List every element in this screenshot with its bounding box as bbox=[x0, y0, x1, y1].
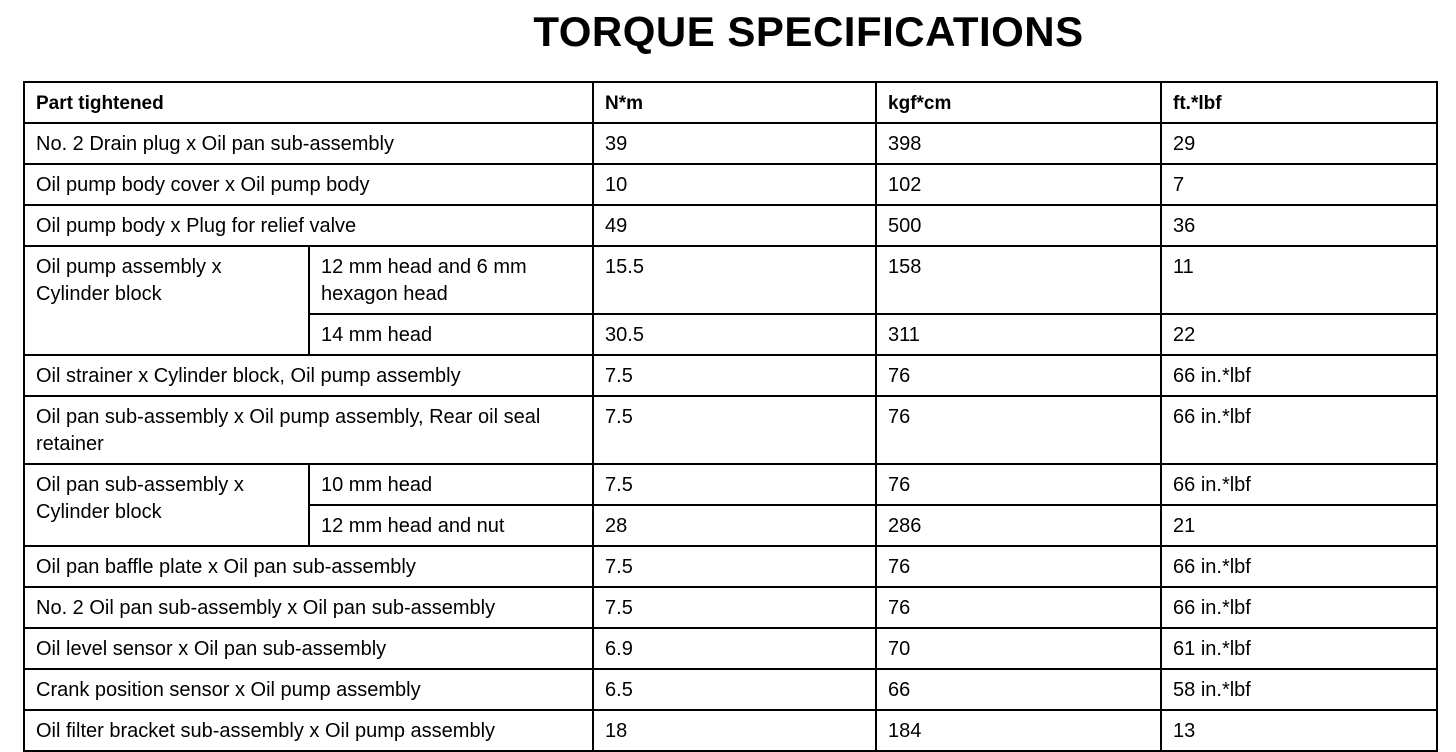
nm-cell: 28 bbox=[593, 505, 876, 546]
kgf-cell: 500 bbox=[876, 205, 1161, 246]
sub-part-cell: 10 mm head bbox=[309, 464, 593, 505]
nm-cell: 7.5 bbox=[593, 355, 876, 396]
sub-part-cell: 14 mm head bbox=[309, 314, 593, 355]
kgf-cell: 398 bbox=[876, 123, 1161, 164]
ft-cell: 61 in.*lbf bbox=[1161, 628, 1437, 669]
nm-cell: 30.5 bbox=[593, 314, 876, 355]
ft-cell: 11 bbox=[1161, 246, 1437, 314]
table-row bbox=[24, 164, 1437, 205]
table-row bbox=[24, 710, 1437, 751]
header-ft-lbf: ft.*lbf bbox=[1161, 82, 1437, 123]
nm-cell: 7.5 bbox=[593, 396, 876, 464]
ft-cell: 66 in.*lbf bbox=[1161, 355, 1437, 396]
kgf-cell: 311 bbox=[876, 314, 1161, 355]
kgf-cell: 158 bbox=[876, 246, 1161, 314]
header-nm: N*m bbox=[593, 82, 876, 123]
kgf-cell: 76 bbox=[876, 464, 1161, 505]
table-row bbox=[24, 355, 1437, 396]
kgf-cell: 66 bbox=[876, 669, 1161, 710]
part-cell: Oil pan baffle plate x Oil pan sub-assembly bbox=[24, 546, 593, 587]
page-title: TORQUE SPECIFICATIONS bbox=[533, 8, 1084, 55]
nm-cell: 15.5 bbox=[593, 246, 876, 314]
ft-cell: 21 bbox=[1161, 505, 1437, 546]
part-cell: Oil filter bracket sub-assembly x Oil pump assembly bbox=[24, 710, 593, 751]
table-row bbox=[24, 587, 1437, 628]
nm-cell: 7.5 bbox=[593, 464, 876, 505]
nm-cell: 7.5 bbox=[593, 546, 876, 587]
header-kgf-cm: kgf*cm bbox=[876, 82, 1161, 123]
ft-cell: 36 bbox=[1161, 205, 1437, 246]
ft-cell: 66 in.*lbf bbox=[1161, 464, 1437, 505]
table-row bbox=[24, 205, 1437, 246]
part-cell: Oil pan sub-assembly x Oil pump assembly, Rear oil seal retainer bbox=[24, 396, 593, 464]
ft-cell: 58 in.*lbf bbox=[1161, 669, 1437, 710]
ft-cell: 7 bbox=[1161, 164, 1437, 205]
part-cell: Oil pump body cover x Oil pump body bbox=[24, 164, 593, 205]
table-header-row bbox=[24, 82, 1437, 123]
nm-cell: 18 bbox=[593, 710, 876, 751]
ft-cell: 66 in.*lbf bbox=[1161, 396, 1437, 464]
nm-cell: 7.5 bbox=[593, 587, 876, 628]
part-cell: Oil pump body x Plug for relief valve bbox=[24, 205, 593, 246]
kgf-cell: 76 bbox=[876, 587, 1161, 628]
part-cell: No. 2 Oil pan sub-assembly x Oil pan sub-assembly bbox=[24, 587, 593, 628]
ft-cell: 66 in.*lbf bbox=[1161, 546, 1437, 587]
part-cell: No. 2 Drain plug x Oil pan sub-assembly bbox=[24, 123, 593, 164]
part-cell: Oil pump assembly x Cylinder block bbox=[24, 246, 309, 355]
torque-spec-table bbox=[23, 81, 1438, 752]
nm-cell: 10 bbox=[593, 164, 876, 205]
kgf-cell: 286 bbox=[876, 505, 1161, 546]
part-cell: Oil strainer x Cylinder block, Oil pump assembly bbox=[24, 355, 593, 396]
table-row bbox=[24, 546, 1437, 587]
kgf-cell: 184 bbox=[876, 710, 1161, 751]
ft-cell: 66 in.*lbf bbox=[1161, 587, 1437, 628]
table-row bbox=[24, 246, 1437, 314]
nm-cell: 6.5 bbox=[593, 669, 876, 710]
part-cell: Crank position sensor x Oil pump assembly bbox=[24, 669, 593, 710]
ft-cell: 22 bbox=[1161, 314, 1437, 355]
ft-cell: 13 bbox=[1161, 710, 1437, 751]
kgf-cell: 102 bbox=[876, 164, 1161, 205]
kgf-cell: 70 bbox=[876, 628, 1161, 669]
nm-cell: 39 bbox=[593, 123, 876, 164]
table-row bbox=[24, 628, 1437, 669]
kgf-cell: 76 bbox=[876, 355, 1161, 396]
part-cell: Oil pan sub-assembly x Cylinder block bbox=[24, 464, 309, 546]
table-row bbox=[24, 123, 1437, 164]
table-row bbox=[24, 396, 1437, 464]
table-row bbox=[24, 669, 1437, 710]
sub-part-cell: 12 mm head and nut bbox=[309, 505, 593, 546]
kgf-cell: 76 bbox=[876, 396, 1161, 464]
part-cell: Oil level sensor x Oil pan sub-assembly bbox=[24, 628, 593, 669]
nm-cell: 49 bbox=[593, 205, 876, 246]
kgf-cell: 76 bbox=[876, 546, 1161, 587]
table-row bbox=[24, 464, 1437, 505]
sub-part-cell: 12 mm head and 6 mm hexagon head bbox=[309, 246, 593, 314]
header-part-tightened: Part tightened bbox=[24, 82, 593, 123]
nm-cell: 6.9 bbox=[593, 628, 876, 669]
ft-cell: 29 bbox=[1161, 123, 1437, 164]
